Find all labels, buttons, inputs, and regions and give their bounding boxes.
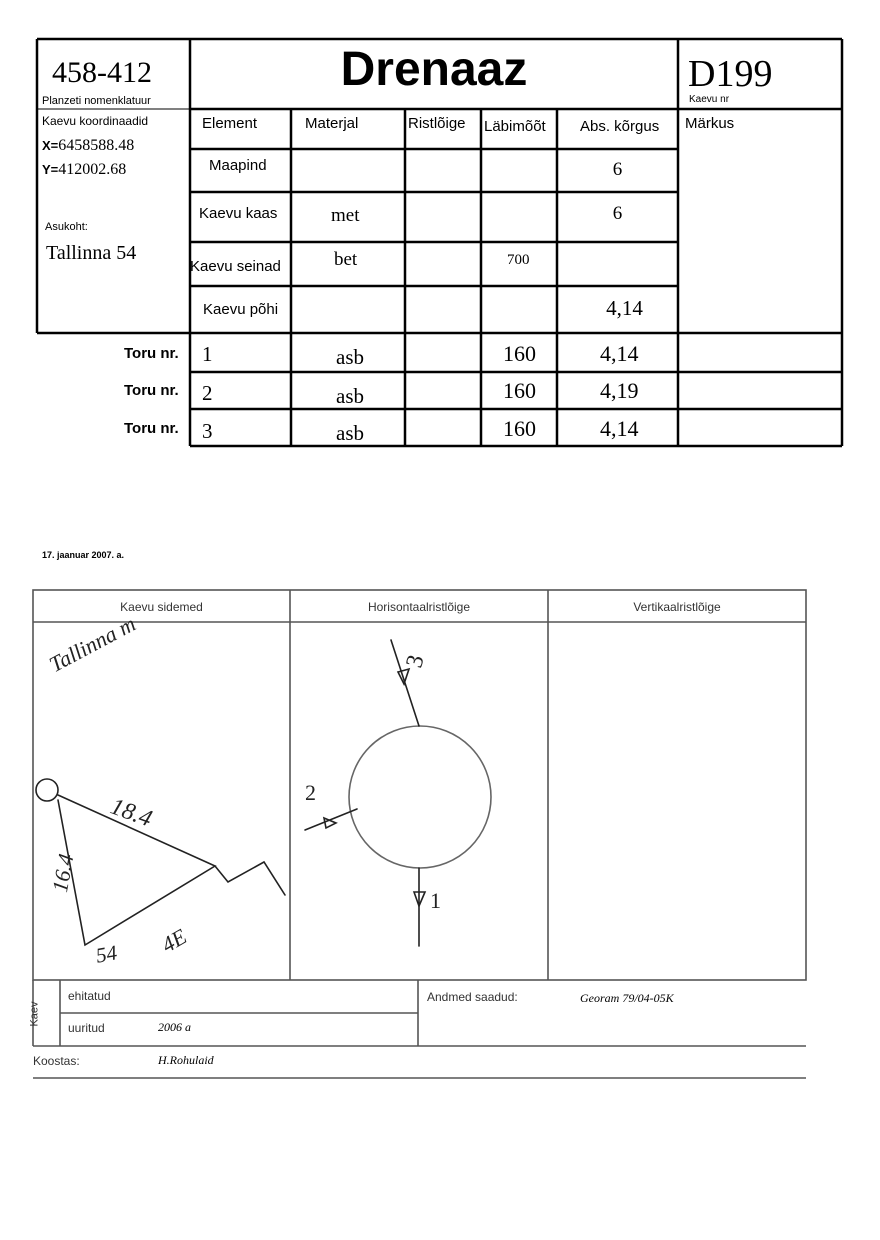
document-date: 17. jaanuar 2007. a. bbox=[42, 550, 125, 560]
map-sheet-label: Planzeti nomenklatuur bbox=[42, 95, 151, 107]
author-label: Koostas: bbox=[33, 1054, 80, 1068]
pipe-number: 2 bbox=[202, 381, 213, 405]
footer-side-label: Kaev bbox=[28, 1001, 41, 1027]
col-diameter: Läbimõõt bbox=[484, 118, 546, 135]
row-material: met bbox=[331, 205, 360, 226]
pipe-material: asb bbox=[336, 384, 364, 408]
row-element: Maapind bbox=[209, 157, 267, 174]
sketch-header-vertical: Vertikaalristlõige bbox=[633, 600, 721, 614]
pipe-diameter: 160 bbox=[503, 378, 536, 403]
well-cross-section-circle bbox=[349, 726, 491, 868]
handwritten-distance-1: 18.4 bbox=[106, 793, 156, 833]
col-element: Element bbox=[202, 115, 258, 132]
well-number: D199 bbox=[688, 53, 773, 95]
coordinates-label: Kaevu koordinaadid bbox=[42, 114, 149, 128]
well-symbol bbox=[36, 779, 58, 801]
sketch-header-connections: Kaevu sidemed bbox=[120, 600, 203, 614]
row-element: Kaevu kaas bbox=[199, 205, 278, 222]
handwritten-pipe-2: 2 bbox=[305, 780, 316, 805]
row-abs-height: 4,14 bbox=[606, 296, 643, 320]
handwritten-distance-2: 16.4 bbox=[47, 851, 79, 895]
row-abs-height: 6 bbox=[612, 159, 623, 180]
data-source-label: Andmed saadud: bbox=[427, 990, 518, 1004]
handwritten-house-number: 54 bbox=[93, 940, 119, 968]
page-title: Drenaaz bbox=[340, 43, 528, 96]
handwritten-street: Tallinna m bbox=[45, 610, 140, 678]
row-element: Kaevu seinad bbox=[190, 258, 281, 275]
location-value: Tallinna 54 bbox=[46, 242, 137, 264]
row-abs-height: 6 bbox=[612, 203, 623, 224]
col-remark: Märkus bbox=[685, 115, 735, 132]
row-material: bet bbox=[334, 249, 358, 270]
sketch-header-horizontal: Horisontaalristlõige bbox=[367, 600, 471, 614]
well-number-label: Kaevu nr bbox=[689, 94, 730, 105]
x-label: X= bbox=[42, 138, 59, 153]
zigzag-line bbox=[215, 862, 285, 895]
y-label: Y= bbox=[42, 162, 59, 177]
pipe-number: 3 bbox=[202, 419, 213, 443]
handwritten-pipe-3: 3 bbox=[401, 652, 430, 671]
pipe-abs-height: 4,14 bbox=[600, 341, 639, 366]
pipe-label: Toru nr. bbox=[124, 420, 179, 437]
pipe-material: asb bbox=[336, 345, 364, 369]
data-source-value: Georam 79/04-05K bbox=[580, 991, 674, 1005]
row-element: Kaevu põhi bbox=[203, 301, 279, 318]
col-material: Materjal bbox=[305, 115, 359, 132]
pipe-diameter: 160 bbox=[503, 416, 536, 441]
surveyed-value: 2006 a bbox=[158, 1020, 191, 1034]
pipe-number: 1 bbox=[202, 342, 213, 366]
pipe-label: Toru nr. bbox=[124, 382, 179, 399]
location-label: Asukoht: bbox=[45, 221, 88, 233]
y-value: 412002.68 bbox=[58, 161, 127, 178]
pipe-abs-height: 4,19 bbox=[600, 378, 639, 403]
pipe-2-line bbox=[305, 809, 357, 830]
col-abs-height: Abs. kõrgus bbox=[580, 118, 660, 135]
x-value: 6458588.48 bbox=[58, 137, 135, 154]
surveyed-label: uuritud bbox=[68, 1021, 105, 1035]
author-value: H.Rohulaid bbox=[158, 1053, 214, 1067]
pipe-abs-height: 4,14 bbox=[600, 416, 639, 441]
row-diameter: 700 bbox=[507, 252, 530, 268]
pipe-material: asb bbox=[336, 421, 364, 445]
handwritten-house-letter: 4E bbox=[157, 923, 191, 958]
col-cross-section: Ristlõige bbox=[408, 115, 466, 132]
pipe-label: Toru nr. bbox=[124, 345, 179, 362]
map-sheet-number: 458-412 bbox=[52, 56, 152, 89]
built-label: ehitatud bbox=[68, 989, 111, 1003]
pipe-diameter: 160 bbox=[503, 341, 536, 366]
handwritten-pipe-1: 1 bbox=[430, 888, 441, 913]
